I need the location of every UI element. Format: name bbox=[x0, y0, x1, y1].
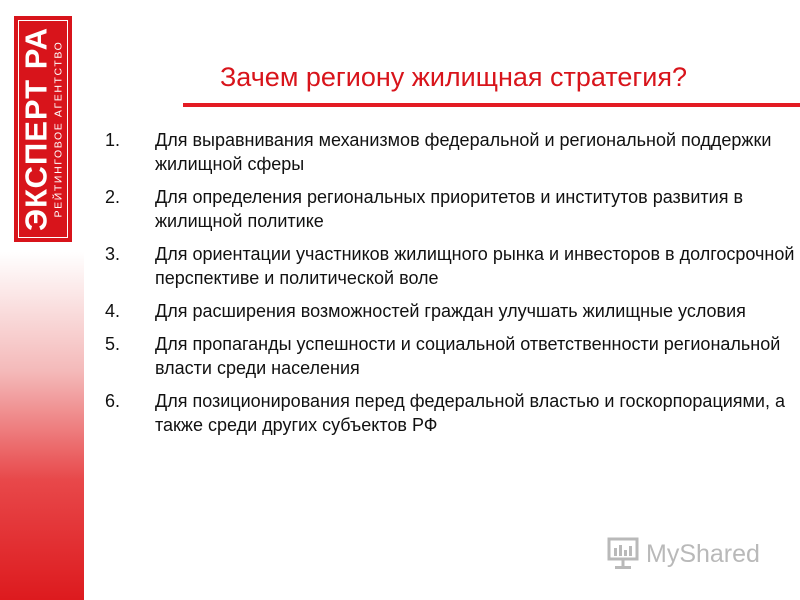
list-item-number: 2. bbox=[105, 187, 121, 207]
myshared-watermark[interactable] bbox=[606, 536, 766, 572]
presentation-board-icon bbox=[606, 536, 640, 570]
logo-sub-text: РЕЙТИНГОВОЕ АГЕНТСТВО bbox=[52, 40, 65, 218]
list-item bbox=[105, 128, 795, 176]
list-item-number: 5. bbox=[105, 334, 121, 354]
title-underline bbox=[183, 103, 800, 107]
list-item-text: Для выравнивания механизмов федеральной и региональной поддержки жилищной сферы bbox=[155, 130, 772, 174]
list-item bbox=[105, 185, 795, 233]
logo-main-text: ЭКСПЕРТ РА bbox=[18, 26, 54, 232]
list-item-text: Для определения региональных приоритетов и институтов развития в жилищной политике bbox=[155, 187, 744, 231]
list-item-number: 3. bbox=[105, 244, 121, 264]
list-item bbox=[105, 332, 795, 380]
list-item-text: Для ориентации участников жилищного рынка и инвесторов в долгосрочной перспективе и политической воле bbox=[155, 244, 795, 288]
logo-text bbox=[18, 26, 65, 232]
list-item-text: Для расширения возможностей граждан улучшать жилищные условия bbox=[155, 301, 746, 321]
expert-ra-logo bbox=[14, 16, 72, 242]
list-item-text: Для пропаганды успешности и социальной ответственности региональной власти среди населения bbox=[155, 334, 781, 378]
reasons-list bbox=[105, 128, 795, 446]
list-item bbox=[105, 299, 795, 323]
logo-frame bbox=[18, 20, 68, 238]
slide-title: Зачем региону жилищная стратегия? bbox=[220, 62, 687, 92]
list-item-number: 4. bbox=[105, 301, 121, 321]
list-item-number: 6. bbox=[105, 391, 121, 411]
list-item-text: Для позиционирования перед федеральной властью и госкорпорациями, а также среди других субъектов РФ bbox=[155, 391, 785, 435]
list-item bbox=[105, 242, 795, 290]
list-item-number: 1. bbox=[105, 130, 121, 150]
watermark-text: MyShared bbox=[646, 540, 760, 568]
list-item bbox=[105, 389, 795, 437]
